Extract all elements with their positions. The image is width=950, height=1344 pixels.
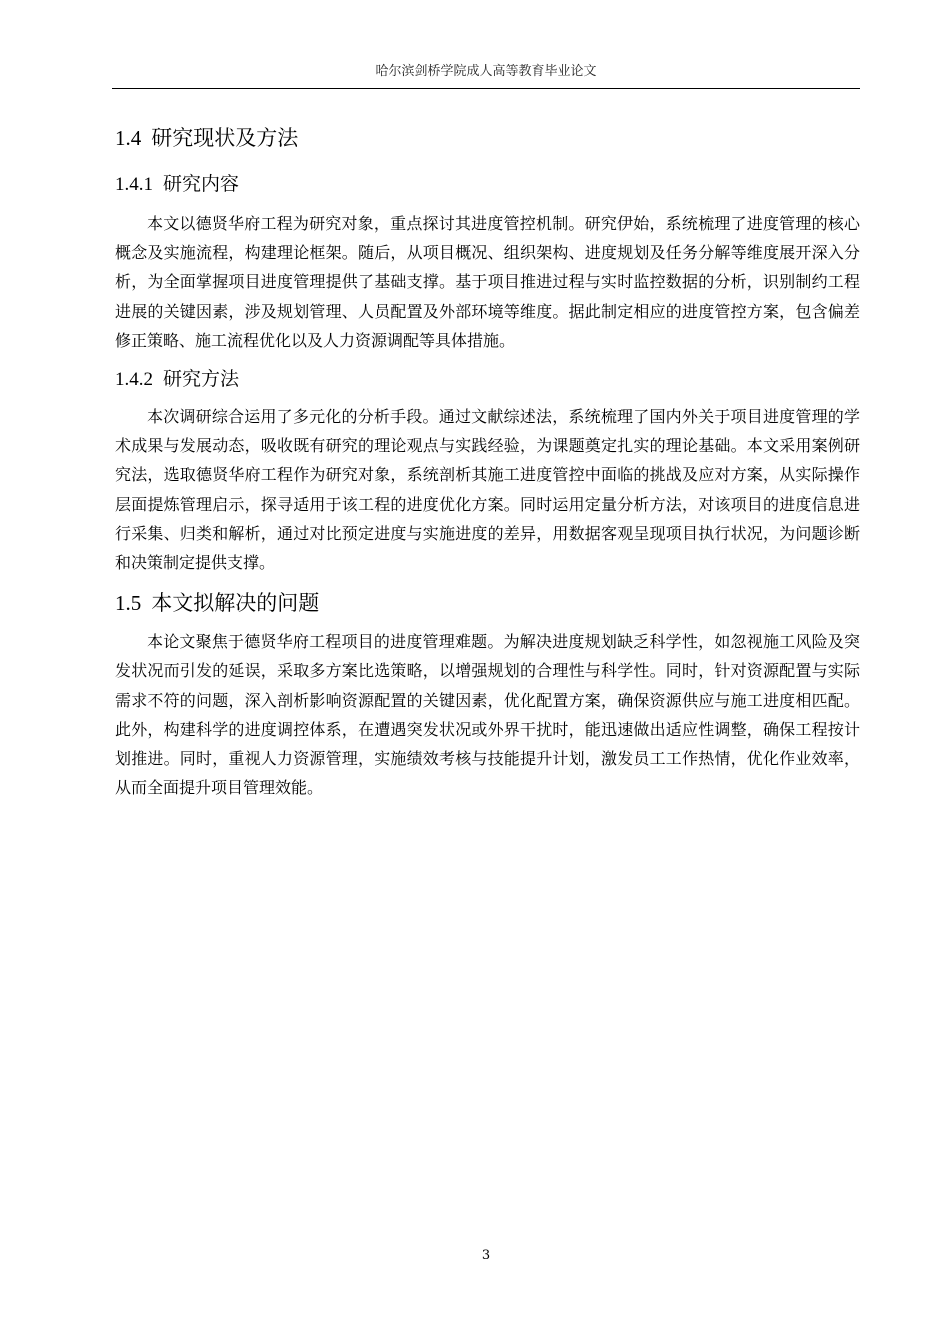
subsection-heading-1-4-2	[115, 361, 860, 398]
page-content	[115, 118, 860, 802]
section-title: 本文拟解决的问题	[151, 591, 320, 616]
header-rule	[112, 88, 860, 89]
subsection-title: 研究内容	[163, 173, 240, 195]
subsection-heading-1-4-1	[115, 166, 860, 203]
subsection-number: 1.4.2	[115, 369, 153, 391]
subsection-title: 研究方法	[163, 368, 240, 391]
section-number: 1.4	[115, 126, 142, 150]
paragraph-problems-to-solve: 本论文聚焦于德贤华府工程项目的进度管理难题。为解决进度规划缺乏科学性，如忽视施工风险及突发状况而引发的延误，采取多方案比选策略，以增强规划的合理性与科学性。同时，针对资源配置与实际需求不符的问题，深入剖析影响资源配置的关键因素，优化配置方案，确保资源供应与施工进度相匹配。此外，构建科学的进度调控体系，在遭遇突发状况或外界干扰时，能迅速做出适应性调整，确保工程按计划推进。同时，重视人力资源管理，实施绩效考核与技能提升计划，激发员工工作热情，优化作业效率，从而全面提升项目管理效能。	[115, 632, 860, 798]
paragraph-research-content: 本文以德贤华府工程为研究对象，重点探讨其进度管控机制。研究伊始，系统梳理了进度管理的核心概念及实施流程，构建理论框架。随后，从项目概况、组织架构、进度规划及任务分解等维度展开深入分析，为全面掌握项目进度管理提供了基础支撑。基于项目推进过程与实时监控数据的分析，识别制约工程进展的关键因素，涉及规划管理、人员配置及外部环境等维度。据此制定相应的进度管控方案，包含偏差修正策略、施工流程优化以及人力资源调配等具体措施。	[115, 214, 860, 350]
section-heading-1-4	[115, 118, 860, 158]
page-header: 哈尔滨剑桥学院成人高等教育毕业论文	[375, 64, 597, 79]
section-heading-1-5	[115, 583, 860, 623]
page-number: 3	[481, 1248, 491, 1263]
subsection-number: 1.4.1	[115, 174, 153, 195]
section-number: 1.5	[115, 591, 142, 616]
section-title: 研究现状及方法	[151, 126, 299, 150]
paragraph-research-method: 本次调研综合运用了多元化的分析手段。通过文献综述法，系统梳理了国内外关于项目进度管理的学术成果与发展动态，吸收既有研究的理论观点与实践经验，为课题奠定扎实的理论基础。本文采用案例研究法，选取德贤华府工程作为研究对象，系统剖析其施工进度管控中面临的挑战及应对方案，从实际操作层面提炼管理启示，探寻适用于该工程的进度优化方案。同时运用定量分析方法，对该项目的进度信息进行采集、归类和解析，通过对比预定进度与实施进度的差异，用数据客观呈现项目执行状况，为问题诊断和决策制定提供支撑。	[115, 407, 860, 573]
